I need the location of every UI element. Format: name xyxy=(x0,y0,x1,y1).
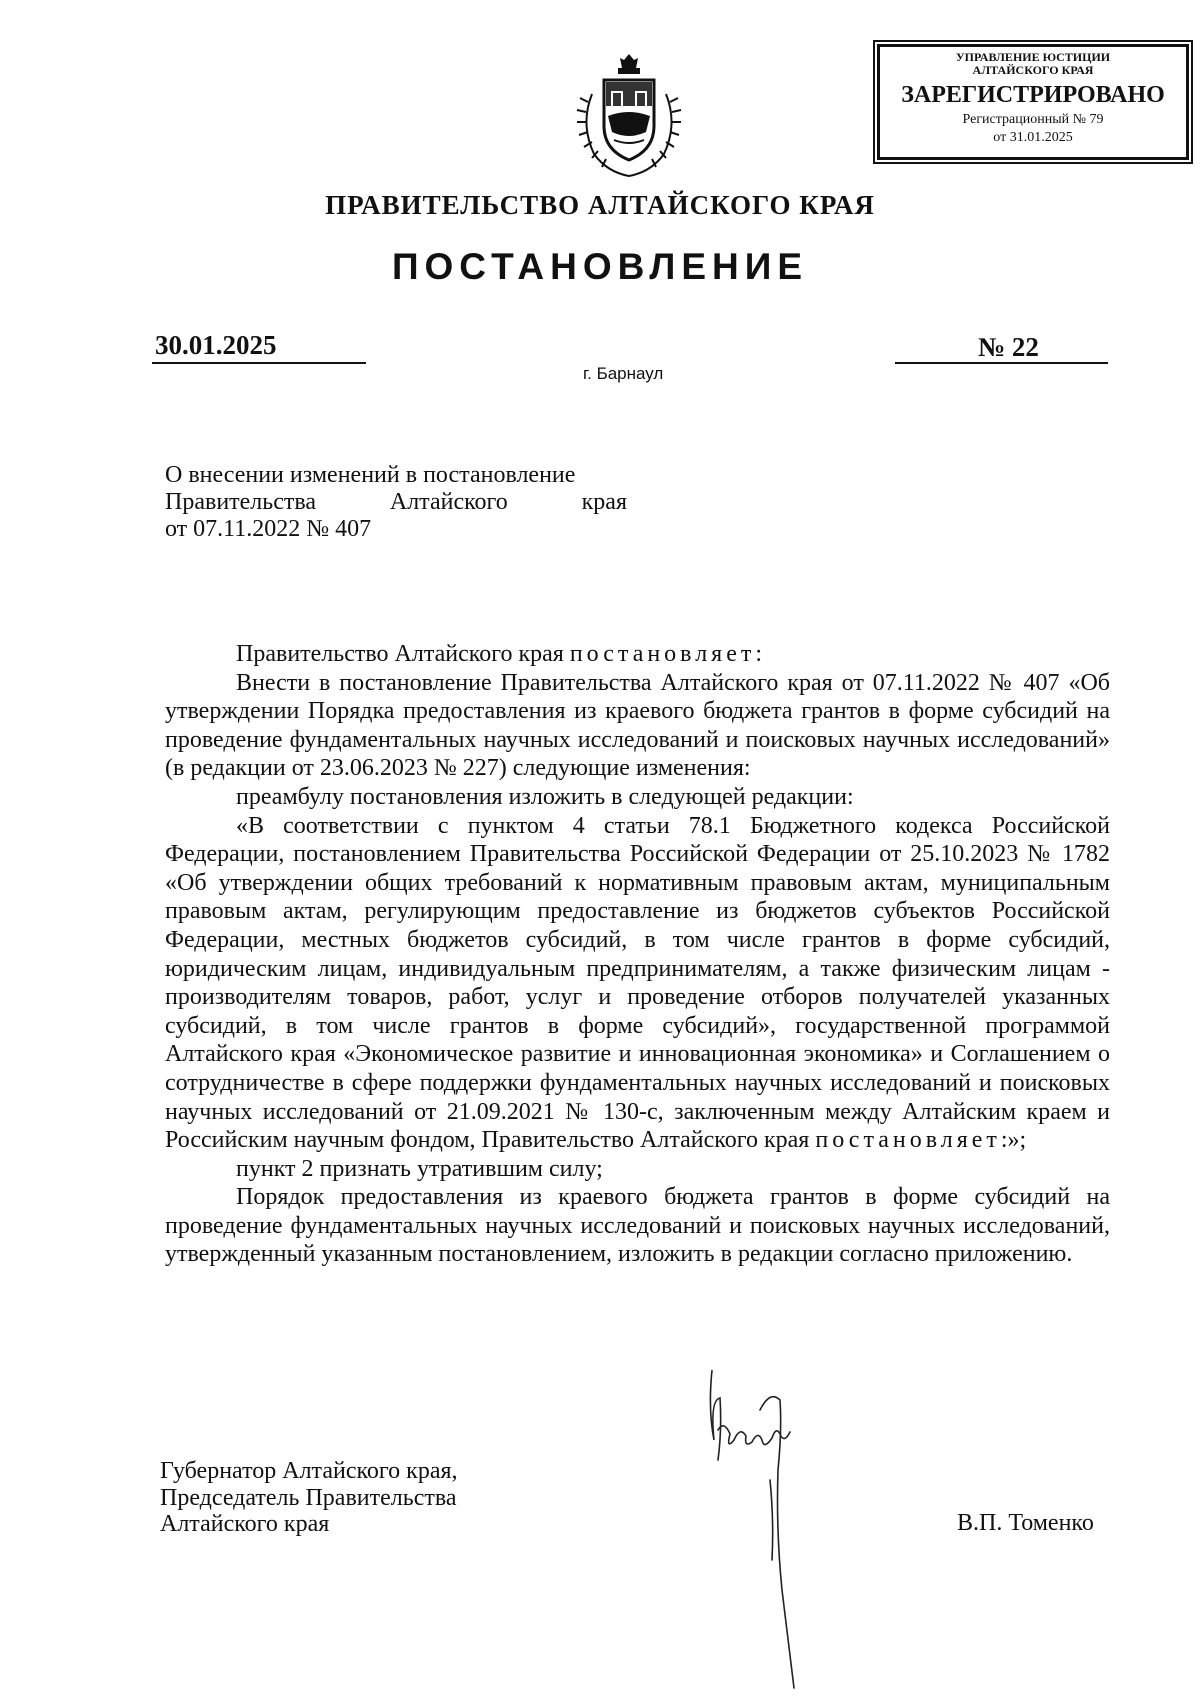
government-name: ПРАВИТЕЛЬСТВО АЛТАЙСКОГО КРАЯ xyxy=(325,190,875,220)
subject-line1: О внесении изменений в постановление xyxy=(165,462,576,488)
body-paragraph xyxy=(165,640,1110,669)
body-paragraph: Порядок предоставления из краевого бюджета грантов в форме субсидий на проведение фундаментальных научных исследований и поисковых научных исследований, утвержденный указанным постановлением, изложить в редакции согласно приложению. xyxy=(165,1184,1110,1268)
position-line1: Губернатор Алтайского края, xyxy=(160,1458,458,1484)
handwritten-signature xyxy=(700,1370,870,1690)
signatory-name: В.П. Томенко xyxy=(957,1510,1094,1536)
document-type: ПОСТАНОВЛЕНИЕ xyxy=(391,246,809,287)
body-text: «В соответствии с пунктом 4 статьи 78.1 Бюджетного кодекса Российской Федерации, постановлением Правительства Российской Федерации от 25.10.2023 № 1782 «Об утверждении общих требований к нормативным правовым актам, муниципальным правовым актам, регулирующим предоставление из бюджетов субъектов Российской Федерации, местных бюджетов субсидий, в том числе грантов в форме субсидий, юридическим лицам, индивидуальным предпринимателям, а также физическим лицам - производителям товаров, работ, услуг и проведение отборов получателей указанных субсидий, в том числе грантов в форме субсидий», государственной программой Алтайского края «Экономическое развитие и инновационная экономика» и Соглашением о сотрудничестве в сфере поддержки фундаментальных научных исследований и поисковых научных исследований от 21.09.2021 № 130-с, заключенным между Алтайским краем и Российским научным фондом, Правительство Алтайского края xyxy=(165,812,1110,1154)
subject-line2: Правительства Алтайского края xyxy=(165,489,627,515)
document-city: г. Барнаул xyxy=(583,364,664,383)
registration-stamp xyxy=(877,44,1189,160)
body-paragraph xyxy=(165,812,1110,1155)
position-line2: Председатель Правительства xyxy=(160,1484,457,1511)
document-subject xyxy=(165,462,627,543)
document-date: 30.01.2025 xyxy=(155,330,277,360)
stamp-title: ЗАРЕГИСТРИРОВАНО xyxy=(901,82,1165,108)
emphasized-verb: постановляет xyxy=(815,1127,1001,1154)
body-paragraph: пункт 2 признать утратившим силу; xyxy=(236,1155,603,1182)
stamp-agency-line2: АЛТАЙСКОГО КРАЯ xyxy=(972,63,1094,77)
stamp-reg-number: Регистрационный № 79 xyxy=(962,112,1104,127)
coat-of-arms-emblem xyxy=(572,54,686,182)
body-text: Правительство Алтайского края xyxy=(236,641,570,667)
date-underline xyxy=(152,362,366,364)
stamp-agency-line1: УПРАВЛЕНИЕ ЮСТИЦИИ xyxy=(955,50,1111,64)
body-paragraph: преамбулу постановления изложить в следующей редакции: xyxy=(236,783,854,810)
stamp-reg-date: от 31.01.2025 xyxy=(993,130,1073,145)
document-number: № 22 xyxy=(978,332,1039,362)
number-underline xyxy=(895,362,1108,364)
emphasized-verb: постановляет xyxy=(569,641,756,667)
body-paragraph: Внести в постановление Правительства Алтайского края от 07.11.2022 № 407 «Об утверждении Порядка предоставления из краевого бюджета грантов в форме субсидий на проведение фундаментальных научных исследований и поисковых научных исследований» (в редакции от 23.06.2023 № 227) следующие изменения: xyxy=(165,669,1110,782)
body-text: :»; xyxy=(1000,1127,1027,1154)
document-body xyxy=(165,640,1110,1269)
signatory-position xyxy=(160,1458,458,1538)
subject-line3: от 07.11.2022 № 407 xyxy=(165,516,372,542)
body-text: : xyxy=(755,641,763,667)
position-line3: Алтайского края xyxy=(160,1511,330,1537)
